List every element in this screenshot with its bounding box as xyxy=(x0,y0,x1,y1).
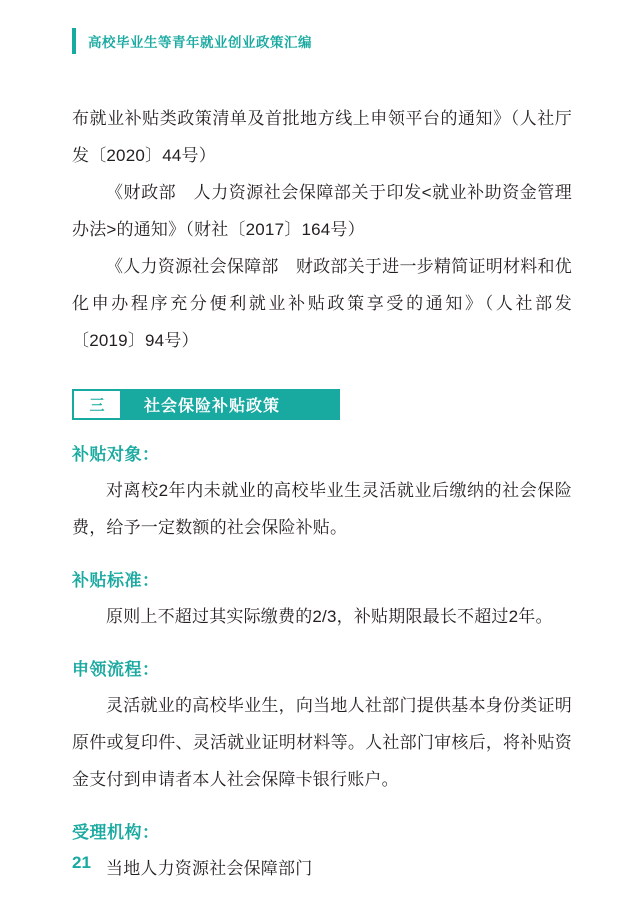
subsection-heading: 补贴标准： xyxy=(72,571,160,590)
subsection-text: 对离校2年内未就业的高校毕业生灵活就业后缴纳的社会保险费，给予一定数额的社会保险补贴。 xyxy=(72,481,572,537)
header-accent-rule xyxy=(72,28,76,54)
paragraph: 《人力资源社会保障部 财政部关于进一步精简证明材料和优化申办程序充分便利就业补贴政策享受的通知》（人社部发〔2019〕94号） xyxy=(72,257,572,350)
section-banner xyxy=(72,389,340,420)
header-title: 高校毕业生等青年就业创业政策汇编 xyxy=(88,35,312,50)
document-content xyxy=(72,100,572,887)
subsection-heading: 受理机构： xyxy=(72,823,160,842)
page-header xyxy=(72,28,312,54)
subsection-text: 当地人力资源社会保障部门 xyxy=(106,859,313,878)
paragraph: 布就业补贴类政策清单及首批地方线上申领平台的通知》（人社厅发〔2020〕44号） xyxy=(72,109,572,165)
section-number: 三 xyxy=(72,389,122,420)
paragraph: 《财政部 人力资源社会保障部关于印发<就业补助资金管理办法>的通知》（财社〔2017〕164号） xyxy=(72,183,572,239)
subsection-heading: 申领流程： xyxy=(72,660,160,679)
subsection-text: 原则上不超过其实际缴费的2/3，补贴期限最长不超过2年。 xyxy=(106,607,553,626)
subsection-heading: 补贴对象： xyxy=(72,445,160,464)
page-number: 21 xyxy=(72,853,91,872)
subsection-text: 灵活就业的高校毕业生，向当地人社部门提供基本身份类证明原件或复印件、灵活就业证明材料等。人社部门审核后，将补贴资金支付到申请者本人社会保障卡银行账户。 xyxy=(72,696,572,789)
section-title: 社会保险补贴政策 xyxy=(122,389,340,420)
